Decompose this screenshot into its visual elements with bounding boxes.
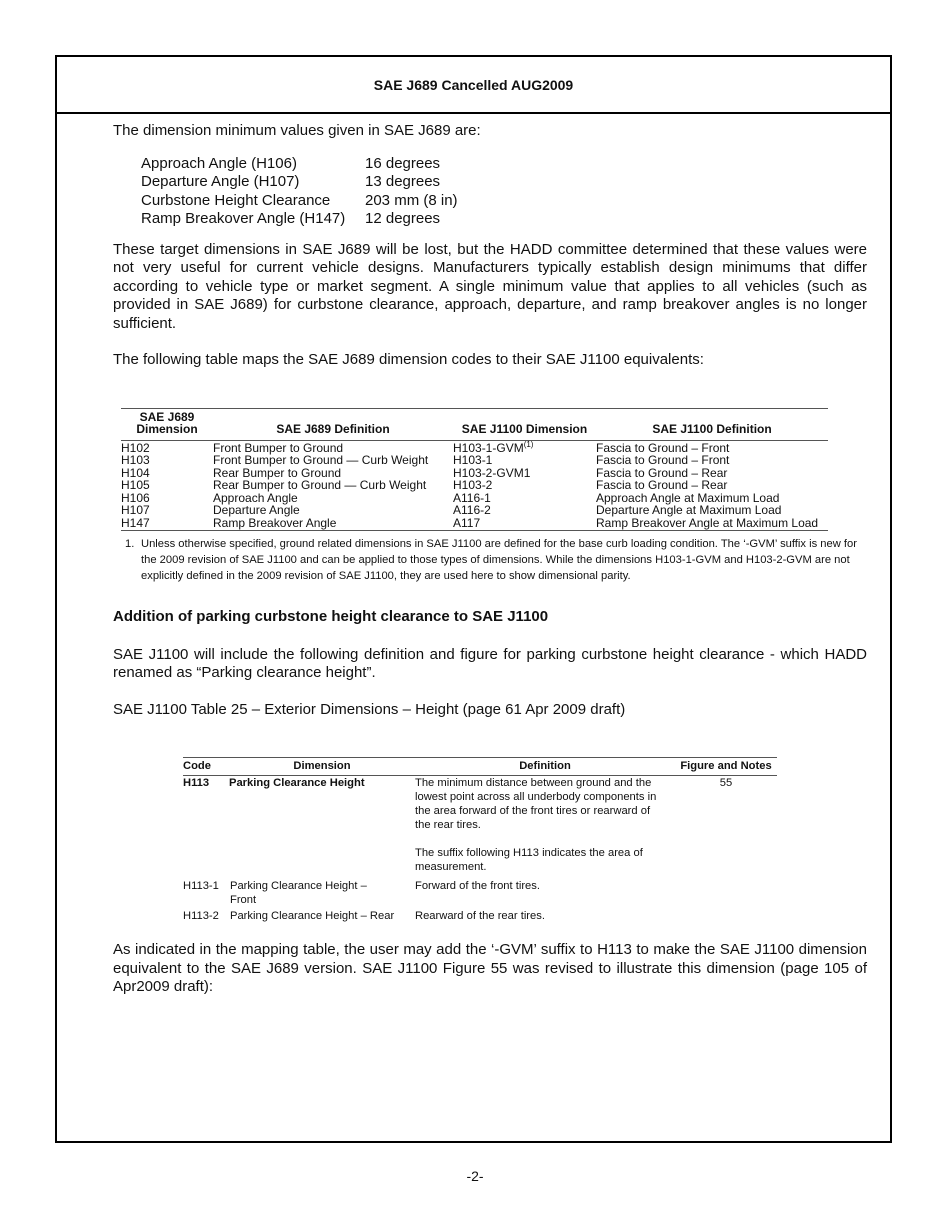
col-header-j689-dimension [121,408,213,440]
table-row [183,776,777,875]
col-header-dimension: Dimension [229,758,415,776]
page-number: -2- [466,1168,484,1184]
mapping-table-header [121,408,828,440]
cell-definition: Rear Bumper to Ground [213,465,342,480]
cell-code: H107 [121,503,150,517]
cell-j1100: A116-1 [453,490,491,505]
cell-definition: Rear Bumper to Ground — Curb Weight [213,478,427,492]
min-value-value: 16 degrees [365,154,441,172]
footnote-number: 1. [125,538,135,550]
col-header-code: Code [183,758,229,776]
min-value-row [141,192,867,211]
mapping-table [121,408,828,532]
header-title: SAE J689 Cancelled AUG2009 [373,76,574,93]
cell-dimension: Parking Clearance Height [229,777,365,789]
col-header-j1100-definition: SAE J1100 Definition [596,408,828,440]
header-line: SAE J689 [139,409,195,424]
definition-text: The minimum distance between ground and the lowest point across all underbody components in the area forward of the front tires or rearward of the rear tires. [415,777,657,831]
cell-code: H102 [121,440,150,455]
col-header-j689-definition: SAE J689 Definition [213,408,453,440]
min-value-value: 203 mm (8 in) [365,191,458,209]
cell-code: H147 [121,517,213,531]
header-line: Dimension [136,422,198,436]
cell-definition: Forward of the front tires. [415,880,540,892]
paragraph-mapping-intro: The following table maps the SAE J689 dimension codes to their SAE J1100 equivalents: [113,351,704,368]
col-header-figure: Figure and Notes [675,758,777,776]
h113-table [183,757,777,923]
min-value-label: Ramp Breakover Angle (H147) [141,210,346,227]
cell-dimension: Parking Clearance Height – Rear [230,910,395,922]
cell-definition: Rearward of the rear tires. [415,910,545,922]
cell-j1100: A116-2 [453,503,491,517]
cell-j1100-definition: Ramp Breakover Angle at Maximum Load [596,517,828,531]
cell-j1100-definition: Departure Angle at Maximum Load [596,503,782,517]
cell-definition: Approach Angle [213,490,298,505]
section-heading: Addition of parking curbstone height clearance to SAE J1100 [113,608,549,625]
min-values-list [141,155,867,229]
paragraph-table25: SAE J1100 Table 25 – Exterior Dimensions – Height (page 61 Apr 2009 draft) [113,700,626,718]
cell-definition: Front Bumper to Ground [213,440,344,455]
table-row [121,504,828,517]
cell-code: H113-2 [183,910,219,922]
cell-definition: Ramp Breakover Angle [213,517,453,531]
footnote-ref: (1) [523,439,534,449]
cell-j1100-definition: Fascia to Ground – Rear [596,465,728,480]
h113-table-header [183,758,777,776]
min-value-row [141,210,867,229]
cell-j1100: H103-1 [453,453,493,467]
page-frame [55,55,892,1143]
cell-code: H113 [183,777,210,789]
cell-j1100: H103-2 [453,478,493,492]
table-row [121,517,828,531]
cell-definition [415,776,675,875]
min-value-value: 13 degrees [365,173,441,190]
min-value-row [141,155,867,174]
table-row [121,454,828,467]
table-row [183,874,777,907]
cell-code: H106 [121,490,150,505]
min-value-value: 12 degrees [365,210,441,227]
cell-code: H113-1 [183,880,219,892]
cell-j1100-definition: Approach Angle at Maximum Load [596,490,780,505]
page-header [57,57,890,114]
cell-definition: Departure Angle [213,503,300,517]
table-row [183,907,777,923]
cell-j1100-definition: Fascia to Ground – Rear [596,478,728,492]
table-footnote [125,536,867,584]
cell-j1100-definition: Fascia to Ground – Front [596,453,730,467]
cell-figure [675,874,777,907]
paragraph-lost-dimensions: These target dimensions in SAE J689 will be lost, but the HADD committee determined that these values were not very useful for current vehicle designs. Manufacturers typically establish design minimums that differ according to vehicle type or market segment. A single minimum value that applies to all vehicles (such as provided in SAE J689) for curbstone clearance, approach, departure, and ramp breakover angles is no longer sufficient. [113,240,867,332]
col-header-definition: Definition [415,758,675,776]
table-row [121,440,828,454]
cell-figure: 55 [719,777,733,789]
definition-text: The suffix following H113 indicates the area of measurement. [415,847,643,873]
cell-code: H104 [121,465,150,480]
paragraph-gvm-suffix: As indicated in the mapping table, the user may add the ‘-GVM’ suffix to H113 to make the SAE J1100 dimension equivalent to the SAE J689 version. SAE J1100 Figure 55 was revised to illustrate this dimension (page 105 of Apr2009 draft): [113,941,867,995]
cell-j1100-definition: Fascia to Ground – Front [596,440,730,455]
cell-definition: Front Bumper to Ground — Curb Weight [213,453,429,467]
min-value-label: Approach Angle (H106) [141,154,297,172]
cell-j1100: A117 [453,517,596,531]
footnote-text: Unless otherwise specified, ground related dimensions in SAE J1100 are defined for the base curb loading condition. The ‘-GVM’ suffix is new for the 2009 revision of SAE J1100 and can be applied to those types of dimensions. While the dimensions H103-1-GVM and H103-2-GVM are not explicitly defined in the 2009 revision of SAE J1100, they are used here to show dimensional parity. [141,538,857,582]
page-content [113,122,867,997]
cell-figure [675,907,777,923]
cell-code: H105 [121,478,150,492]
min-value-label: Departure Angle (H107) [141,173,300,190]
j1100-code: H103-1-GVM [453,440,524,455]
cell-dimension: Parking Clearance Height – Front [230,880,367,906]
table-row [121,479,828,492]
cell-code: H103 [121,453,150,467]
min-value-label: Curbstone Height Clearance [141,191,331,209]
cell-j1100 [453,440,596,454]
min-value-row [141,173,867,192]
col-header-j1100-dimension: SAE J1100 Dimension [453,408,596,440]
paragraph-j1100-definition: SAE J1100 will include the following definition and figure for parking curbstone height clearance - which HADD renamed as “Parking clearance height”. [113,645,867,681]
cell-j1100: H103-2-GVM1 [453,465,531,480]
intro-text: The dimension minimum values given in SAE J689 are: [113,122,481,139]
